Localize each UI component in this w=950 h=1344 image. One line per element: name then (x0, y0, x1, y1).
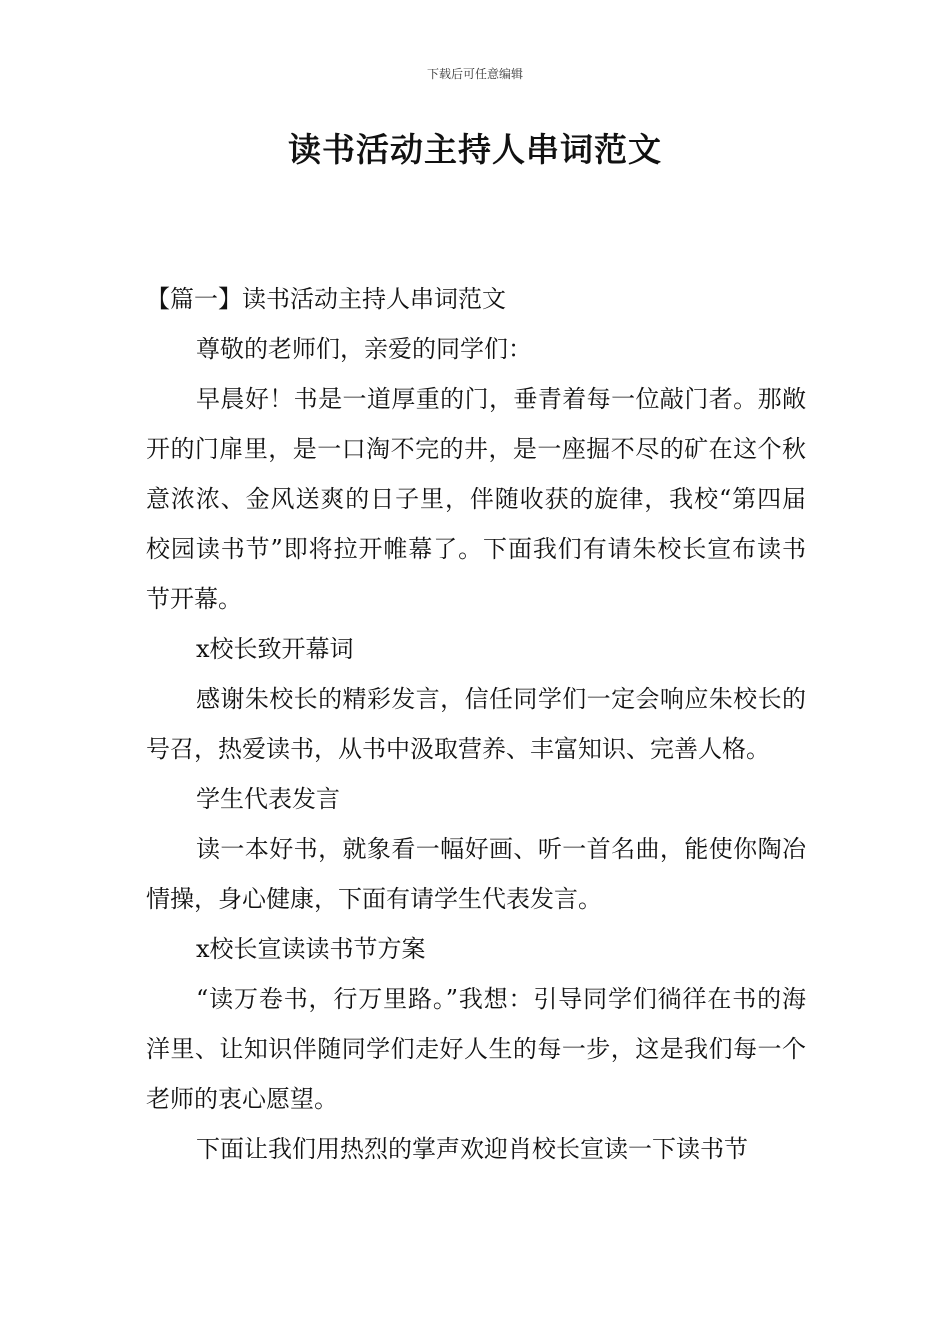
document-body (146, 274, 806, 1174)
paragraph-wish: “读万卷书，行万里路。”我想：引导同学们徜徉在书的海洋里、让知识伴随同学们走好人生的每一步，这是我们每一个老师的衷心愿望。 (146, 985, 806, 1113)
section-heading: 【篇一】读书活动主持人串词范文 (146, 285, 506, 313)
header-note: 下载后可任意编辑 (426, 67, 523, 81)
paragraph-invite: 下面让我们用热烈的掌声欢迎肖校长宣读一下读书节 (196, 1135, 748, 1163)
paragraph-agenda-plan: x校长宣读读书节方案 (196, 935, 426, 963)
paragraph-agenda-speech: x校长致开幕词 (196, 635, 354, 663)
paragraph-good-book: 读一本好书，就象看一幅好画、听一首名曲，能使你陶冶情操，身心健康，下面有请学生代表发言。 (146, 835, 806, 913)
paragraph-thanks: 感谢朱校长的精彩发言，信任同学们一定会响应朱校长的号召，热爱读书，从书中汲取营养、丰富知识、完善人格。 (146, 685, 806, 763)
paragraph-opening: 早晨好！书是一道厚重的门，垂青着每一位敲门者。那敞开的门扉里，是一口淘不完的井，是一座掘不尽的矿在这个秋意浓浓、金风送爽的日子里，伴随收获的旋律，我校“第四届校园读书节”即将拉开帷幕了。下面我们有请朱校长宣布读书节开幕。 (146, 385, 806, 613)
paragraph-greeting: 尊敬的老师们，亲爱的同学们： (196, 335, 532, 363)
document-title: 读书活动主持人串词范文 (288, 130, 662, 169)
paragraph-agenda-student: 学生代表发言 (196, 785, 340, 813)
